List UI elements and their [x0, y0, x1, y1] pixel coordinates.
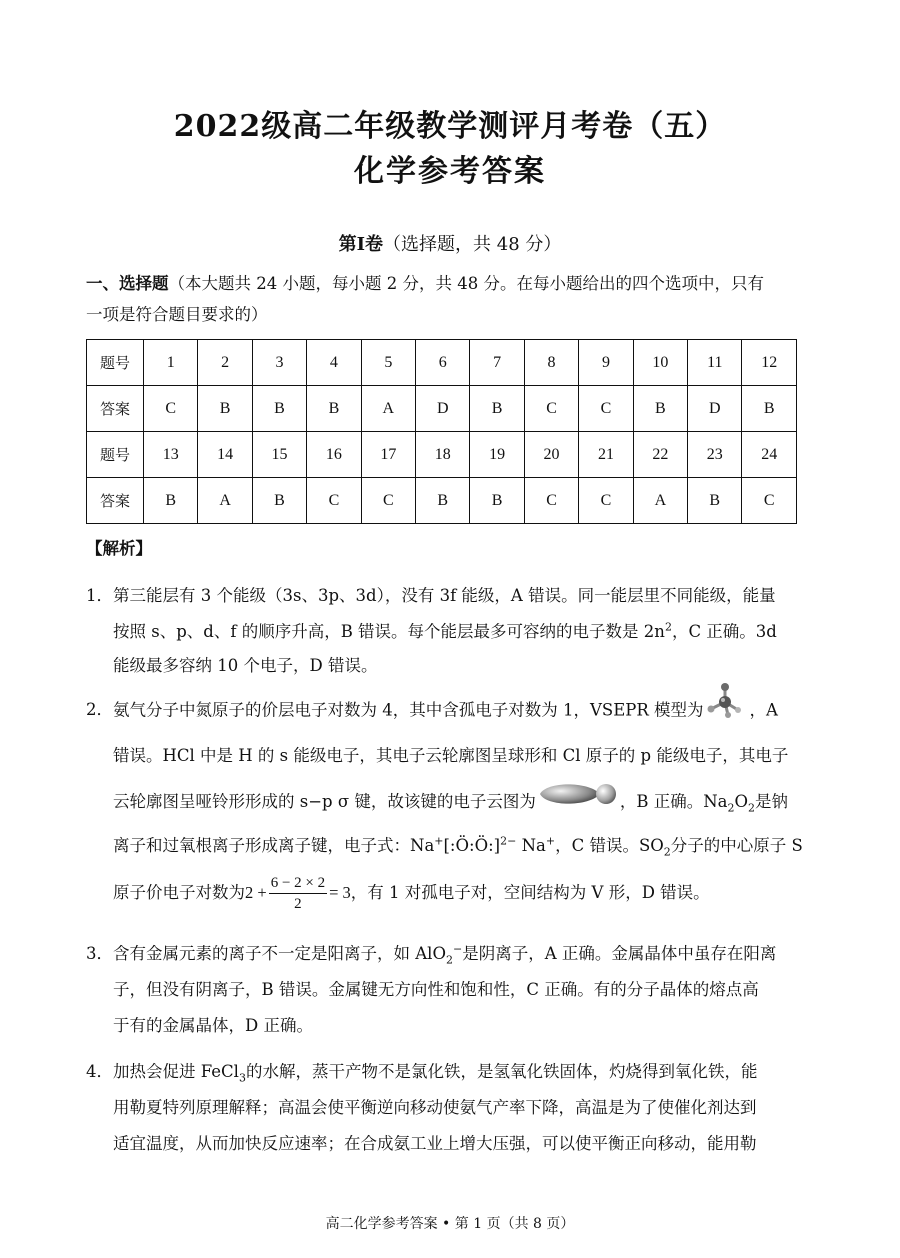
fraction — [269, 873, 327, 914]
item-text: ，C 错误。SO — [555, 836, 664, 855]
s-p-sigma-bond-cloud-icon — [536, 779, 620, 813]
answer-cell: B — [198, 386, 252, 432]
item-text: ，A — [749, 700, 778, 720]
item-text: 是阴离子，A 正确。金属晶体中虽存在阳离 — [462, 944, 777, 963]
answer-row — [87, 478, 797, 524]
item-number: 4． — [86, 1062, 113, 1081]
answer-cell: A — [633, 478, 687, 524]
answer-cell: B — [252, 478, 306, 524]
answer-cell: C — [579, 386, 633, 432]
item-line — [113, 940, 776, 966]
question-number-cell: 17 — [361, 432, 415, 478]
row-label: 题号 — [87, 432, 144, 478]
vsepr-tetrahedral-model-icon — [704, 682, 750, 726]
item-number: 3． — [86, 944, 113, 963]
answer-row — [87, 386, 797, 432]
item-number: 1． — [86, 586, 113, 605]
item-text: ，C 正确。3d — [671, 622, 777, 641]
answer-cell: A — [361, 386, 415, 432]
answer-cell: C — [742, 478, 797, 524]
question-number-cell: 18 — [416, 432, 470, 478]
question-number-cell: 3 — [252, 340, 306, 386]
analysis-heading: 【解析】 — [86, 539, 152, 558]
row-label: 题号 — [87, 340, 144, 386]
fraction-numerator: 6 − 2 × 2 — [269, 873, 327, 894]
subscript: 2 — [663, 845, 671, 859]
fraction-denominator: 2 — [294, 896, 302, 912]
superscript: + — [434, 834, 444, 848]
question-number-cell: 23 — [688, 432, 742, 478]
item-text: ，B 正确。Na — [619, 792, 728, 811]
superscript: + — [545, 834, 556, 848]
answer-cell: C — [524, 386, 578, 432]
question-number-cell: 14 — [198, 432, 252, 478]
item-text: 是钠 — [755, 792, 789, 811]
page-footer: 高二化学参考答案 • 第 1 页（共 8 页） — [325, 1216, 575, 1232]
instructions-lead: 一、选择题 — [86, 274, 169, 293]
row-label: 答案 — [87, 386, 144, 432]
item-number: 2． — [86, 700, 113, 719]
answer-cell: A — [198, 478, 252, 524]
subscript: 2 — [445, 953, 453, 967]
item-line — [113, 1058, 757, 1084]
answer-cell: B — [688, 478, 742, 524]
section-note: （选择题，共 48 分） — [383, 234, 562, 255]
subscript: 3 — [238, 1071, 246, 1085]
math-term: = 3 — [329, 883, 351, 902]
item-line: 子，但没有阴离子，B 错误。金属键无方向性和饱和性，C 正确。有的分子晶体的熔点高 — [113, 980, 759, 999]
row-label: 答案 — [87, 478, 144, 524]
answer-cell: B — [416, 478, 470, 524]
question-number-cell: 24 — [742, 432, 797, 478]
answer-cell: B — [470, 478, 524, 524]
answer-cell: B — [307, 386, 361, 432]
item-line: 用勒夏特列原理解释；高温会使平衡逆向移动使氨气产率下降，高温是为了使催化剂达到 — [113, 1098, 757, 1117]
question-number-cell: 12 — [742, 340, 797, 386]
answer-cell: D — [416, 386, 470, 432]
question-number-cell: 13 — [144, 432, 198, 478]
question-number-row — [87, 340, 797, 386]
item-line: 错误。HCl 中是 H 的 s 能级电子，其电子云轮廓图呈球形和 Cl 原子的 p 能级电子，其电子 — [113, 746, 789, 765]
item-line: 适宜温度，从而加快反应速率；在合成氨工业上增大压强，可以使平衡正向移动，能用勒 — [113, 1134, 757, 1153]
question-number-cell: 2 — [198, 340, 252, 386]
subscript: 2 — [727, 801, 735, 815]
question-number-cell: 8 — [524, 340, 578, 386]
answer-cell: B — [252, 386, 306, 432]
item-line — [113, 873, 710, 914]
item-text: 按照 s、p、d、f 的顺序升高，B 错误。每个能层最多可容纳的电子数是 2n — [113, 622, 665, 641]
question-number-cell: 7 — [470, 340, 524, 386]
exam-subtitle: 化学参考答案 — [354, 154, 546, 189]
question-number-cell: 19 — [470, 432, 524, 478]
answer-cell: C — [307, 478, 361, 524]
item-text: 云轮廓图呈哑铃形形成的 s−p σ 键，故该键的电子云图为 — [113, 792, 536, 811]
item-line: 能级最多容纳 10 个电子，D 错误。 — [113, 656, 378, 675]
item-text: 的水解，蒸干产物不是氯化铁，是氢氧化铁固体，灼烧得到氧化铁，能 — [245, 1062, 758, 1081]
answer-cell: D — [688, 386, 742, 432]
instructions — [86, 268, 806, 330]
answer-cell: B — [144, 478, 198, 524]
exam-title: 2022级高二年级教学测评月考卷（五） — [173, 109, 727, 144]
item-text: ，有 1 对孤电子对，空间结构为 V 形，D 错误。 — [350, 883, 710, 902]
item-line: 于有的金属晶体，D 正确。 — [113, 1016, 313, 1035]
question-number-cell: 22 — [633, 432, 687, 478]
answer-cell: C — [524, 478, 578, 524]
item-text: 加热会促进 FeCl — [113, 1062, 239, 1081]
item-line — [113, 618, 777, 642]
item-text: O — [734, 792, 749, 811]
section-label: 第Ⅰ卷 — [338, 234, 384, 255]
section-heading — [0, 230, 900, 256]
item-text: 含有金属元素的离子不一定是阳离子，如 AlO — [113, 944, 446, 963]
electron-formula: [:Ö:Ö:] — [443, 836, 501, 855]
answer-cell: B — [742, 386, 797, 432]
item-text: 离子和过氧根离子形成离子键，电子式：Na — [113, 836, 435, 855]
item-line — [113, 832, 803, 858]
item-text: 原子价电子对数为 — [113, 883, 245, 902]
superscript: 2 — [664, 620, 672, 634]
question-number-cell: 16 — [307, 432, 361, 478]
question-number-cell: 4 — [307, 340, 361, 386]
answer-table — [86, 339, 797, 524]
question-number-cell: 6 — [416, 340, 470, 386]
item-line — [113, 788, 788, 814]
item-text: Na — [516, 836, 546, 855]
superscript: − — [452, 942, 463, 956]
item-text: 氨气分子中氮原子的价层电子对数为 4，其中含孤电子对数为 1，VSEPR 模型为 — [113, 700, 704, 720]
question-number-cell: 21 — [579, 432, 633, 478]
question-number-cell: 1 — [144, 340, 198, 386]
answer-cell: C — [579, 478, 633, 524]
item-line: 第三能层有 3 个能级（3s、3p、3d），没有 3f 能级，A 错误。同一能层里不同能级，能量 — [113, 586, 776, 605]
instructions-text: （本大题共 24 小题，每小题 2 分，共 48 分。在每小题给出的四个选项中，只有 — [168, 274, 764, 293]
item-text: 分子的中心原子 S — [670, 836, 803, 855]
question-number-cell: 11 — [688, 340, 742, 386]
answer-cell: C — [144, 386, 198, 432]
answer-cell: B — [470, 386, 524, 432]
subscript: 2 — [748, 801, 756, 815]
question-number-cell: 15 — [252, 432, 306, 478]
answer-cell: C — [361, 478, 415, 524]
item-line — [113, 696, 778, 726]
question-number-cell: 9 — [579, 340, 633, 386]
question-number-cell: 10 — [633, 340, 687, 386]
math-term: 2 + — [245, 883, 267, 902]
question-number-cell: 20 — [524, 432, 578, 478]
instructions-line2: 一项是符合题目要求的） — [86, 305, 268, 324]
answer-cell: B — [633, 386, 687, 432]
superscript: 2− — [500, 834, 517, 848]
question-number-row — [87, 432, 797, 478]
question-number-cell: 5 — [361, 340, 415, 386]
